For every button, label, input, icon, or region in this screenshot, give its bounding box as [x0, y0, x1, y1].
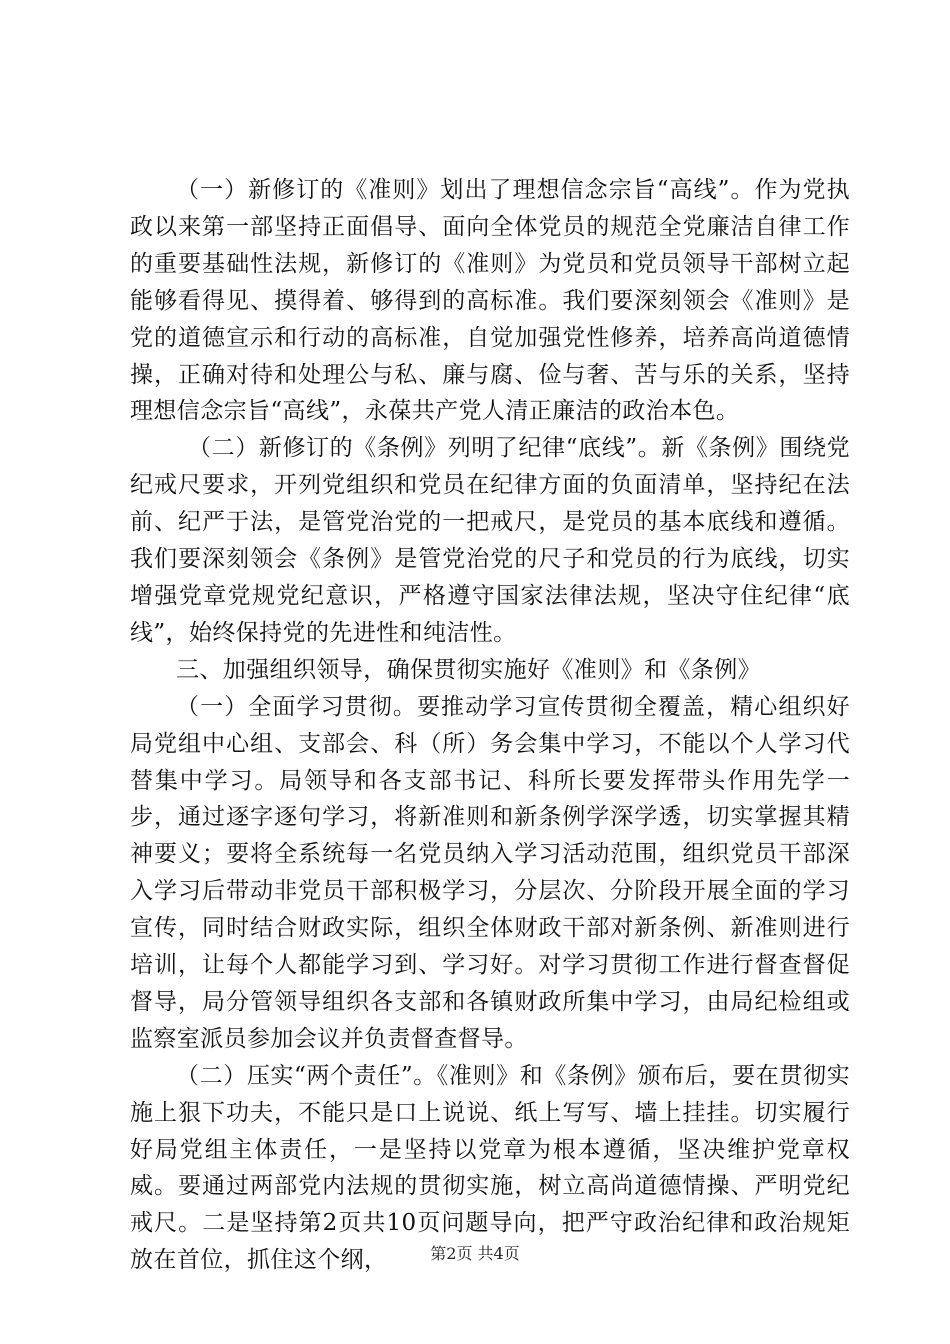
paragraph-two-responsibilities: （二）压实“两个责任”。《准则》和《条例》颁布后，要在贯彻实施上狠下功夫，不能只是口上说说、纸上写写、墙上挂挂。切实履行好局党组主体责任，一是坚持以党章为根本遵循，坚决维护党章权威。要通过两部党内法规的贯彻实施，树立高尚道德情操、严明党纪戒尺。二是坚持第2页共10页问题导向，把严守政治纪律和政治规矩放在首位，抓住这个纲， — [130, 1062, 850, 1274]
paragraph-ideals-high-line: （一）新修订的《准则》划出了理想信念宗旨“高线”。作为党执政以来第一部坚持正面倡导、面向全体党员的规范全党廉洁自律工作的重要基础性法规，新修订的《准则》为党员和党员领导干部树立起能够看得见、摸得着、够得到的高标准。我们要深刻领会《准则》是党的道德宣示和行动的高标准，自觉加强党性修养，培养高尚道德情操，正确对待和处理公与私、廉与腐、俭与奢、苦与乐的关系，坚持理想信念宗旨“高线”，永葆共产党人清正廉洁的政治本色。 — [130, 177, 850, 425]
section-heading-three: 三、加强组织领导，确保贯彻实施好《准则》和《条例》 — [176, 656, 761, 683]
page-footer: 第2页 共4页 — [430, 1244, 520, 1263]
document-body — [130, 172, 850, 1279]
paragraph-discipline-bottom-line: （二）新修订的《条例》列明了纪律“底线”。新《条例》围绕党纪戒尺要求，开列党组织和党员在纪律方面的负面清单，坚持纪在法前、纪严于法，是管党治党的一把戒尺，是党员的基本底线和遵循。我们要深刻领会《条例》是管党治党的尺子和党员的行为底线，切实增强党章党规党纪意识，严格遵守国家法律法规，坚决守住纪律“底线”，始终保持党的先进性和纯洁性。 — [130, 435, 850, 646]
paragraph-comprehensive-study: （一）全面学习贯彻。要推动学习宣传贯彻全覆盖，精心组织好局党组中心组、支部会、科（所）务会集中学习，不能以个人学习代替集中学习。局领导和各支部书记、科所长要发挥带头作用先学一步，通过逐字逐句学习，将新准则和新条例学深学透，切实掌握其精神要义；要将全系统每一名党员纳入学习活动范围，组织党员干部深入学习后带动非党员干部积极学习，分层次、分阶段开展全面的学习宣传，同时结合财政实际，组织全体财政干部对新条例、新准则进行培训，让每个人都能学习到、学习好。对学习贯彻工作进行督查督促督导，局分管领导组织各支部和各镇财政所集中学习，由局纪检组或监察室派员参加会议并负责督查督导。 — [130, 693, 850, 1052]
